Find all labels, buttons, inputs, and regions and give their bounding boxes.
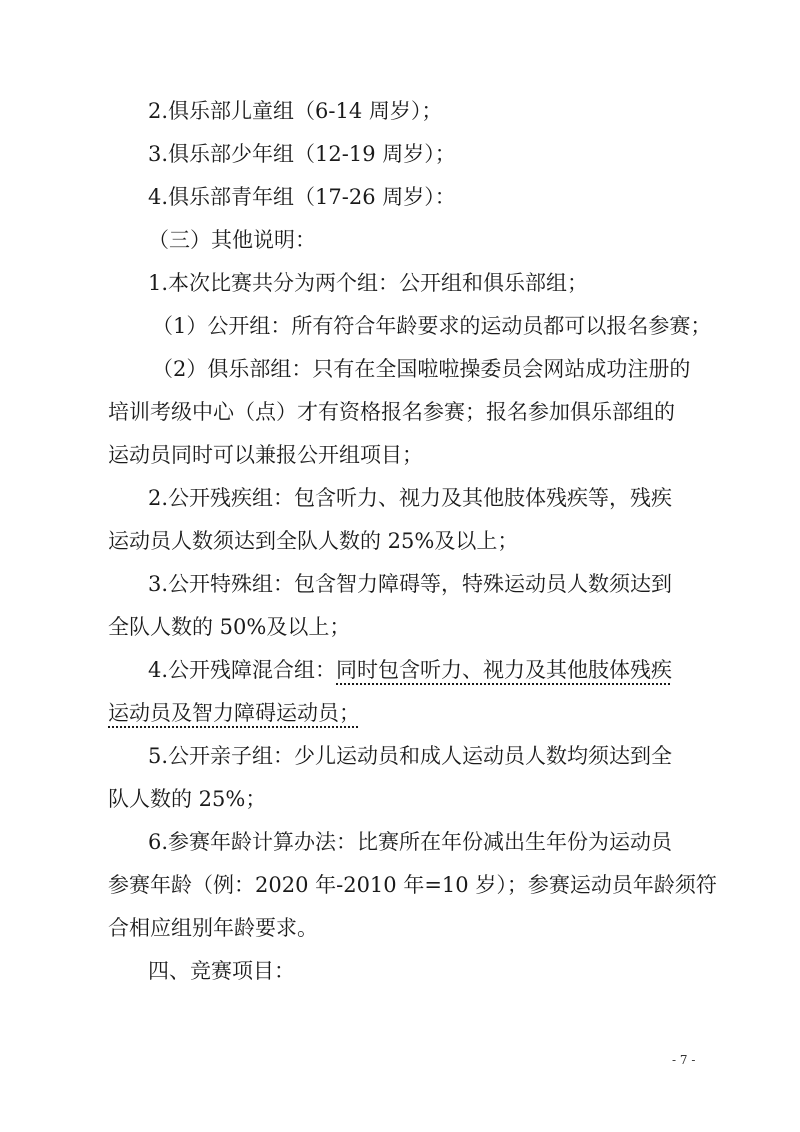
text-line: 队人数的 25%； (108, 787, 267, 811)
text-line: 5.公开亲子组：少儿运动员和成人运动员人数均须达到全 (148, 744, 673, 768)
text-line: 运动员人数须达到全队人数的 25%及以上； (108, 529, 519, 553)
text-line: 4.俱乐部青年组（17-26 周岁）： (148, 185, 456, 209)
text-line: 6.参赛年龄计算办法：比赛所在年份减出生年份为运动员 (148, 830, 673, 854)
text-line (148, 656, 672, 684)
page-number: - 7 - (672, 1053, 696, 1067)
text-line: 2.俱乐部儿童组（6-14 周岁）； (148, 99, 443, 123)
section-heading: 四、竞赛项目： (148, 959, 295, 983)
text-line: 合相应组别年龄要求。 (108, 916, 318, 940)
text-line: 全队人数的 50%及以上； (108, 615, 351, 639)
text-line: 3.公开特殊组：包含智力障碍等，特殊运动员人数须达到 (148, 572, 673, 596)
text-line: 运动员同时可以兼报公开组项目； (108, 443, 423, 467)
text-line: 2.公开残疾组：包含听力、视力及其他肢体残疾等，残疾 (148, 486, 673, 510)
text-line: 3.俱乐部少年组（12-19 周岁）； (148, 142, 456, 166)
text-line: 培训考级中心（点）才有资格报名参赛；报名参加俱乐部组的 (108, 400, 675, 424)
text-line: 参赛年龄（例：2020 年-2010 年=10 岁）；参赛运动员年龄须符 (108, 873, 717, 897)
text-line: （1）公开组：所有符合年龄要求的运动员都可以报名参赛； (152, 314, 712, 338)
emphasized-text: 同时包含听力、视力及其他肢体残疾 (336, 658, 673, 682)
text-segment: 4.公开残障混合组： (148, 658, 337, 682)
emphasized-text: 运动员及智力障碍运动员； (108, 701, 360, 725)
text-line: 1.本次比赛共分为两个组：公开组和俱乐部组； (148, 271, 589, 295)
text-line: （2）俱乐部组：只有在全国啦啦操委员会网站成功注册的 (152, 357, 691, 381)
section-heading: （三）其他说明： (148, 228, 316, 252)
